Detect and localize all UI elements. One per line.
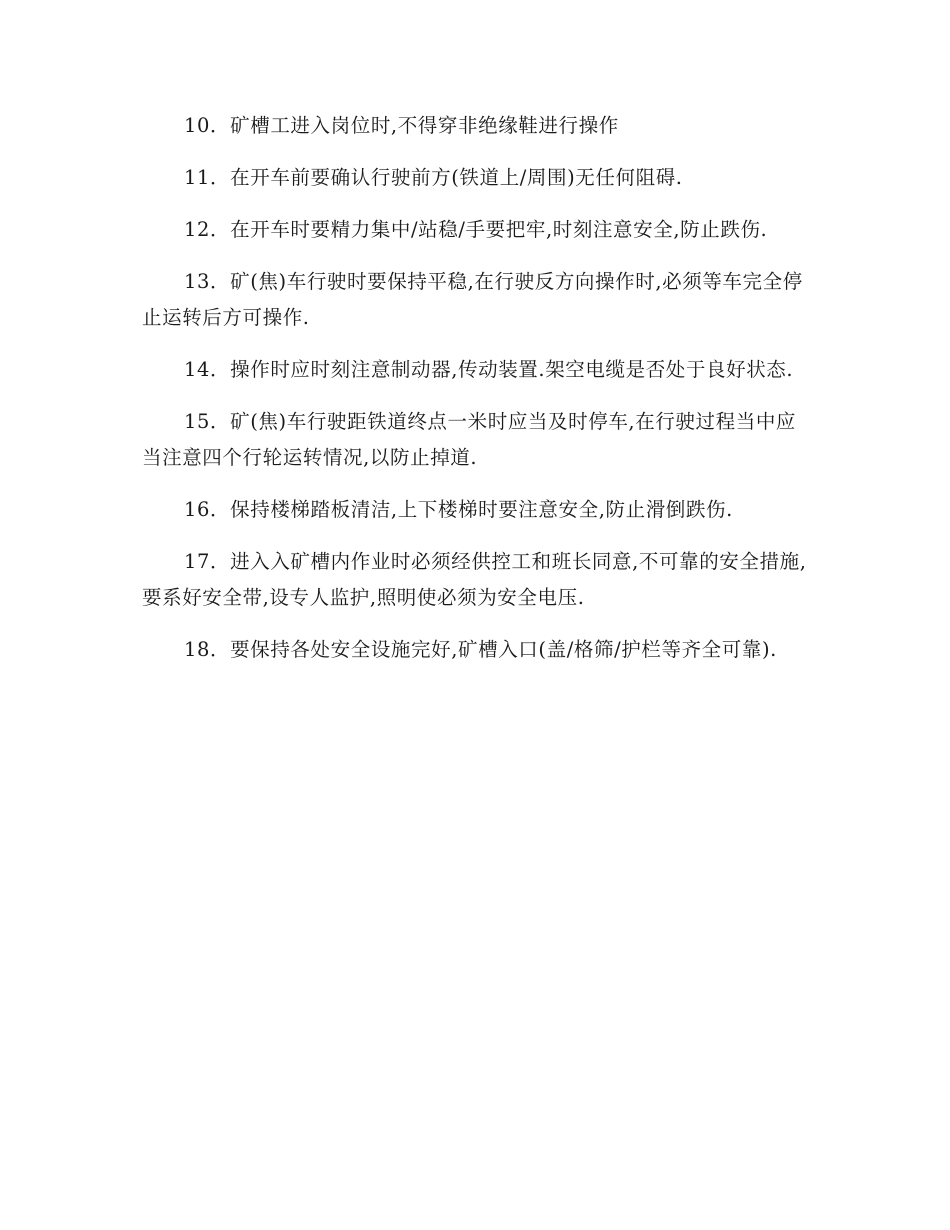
paragraph-10: 10．矿槽工进入岗位时,不得穿非绝缘鞋进行操作 (184, 114, 619, 137)
paragraph-14: 14．操作时应时刻注意制动器,传动装置.架空电缆是否处于良好状态. (184, 358, 794, 381)
paragraph-18: 18．要保持各处安全设施完好,矿槽入口(盖/格筛/护栏等齐全可靠). (184, 638, 777, 661)
paragraph-13: 13．矿(焦)车行驶时要保持平稳,在行驶反方向操作时,必须等车完全停止运转后方可操作. (142, 270, 803, 329)
paragraph-16: 16．保持楼梯踏板清洁,上下楼梯时要注意安全,防止滑倒跌伤. (184, 498, 733, 521)
paragraph-17: 17．进入入矿槽内作业时必须经供控工和班长同意,不可靠的安全措施,要系好安全带,设专人监护,照明使必须为安全电压. (142, 550, 807, 609)
document-body (142, 108, 808, 684)
paragraph-11: 11．在开车前要确认行驶前方(铁道上/周围)无任何阻碍. (184, 166, 683, 189)
paragraph-12: 12．在开车时要精力集中/站稳/手要把牢,时刻注意安全,防止跌伤. (184, 218, 768, 241)
paragraph-15: 15．矿(焦)车行驶距铁道终点一米时应当及时停车,在行驶过程当中应当注意四个行轮运转情况,以防止掉道. (142, 410, 797, 469)
